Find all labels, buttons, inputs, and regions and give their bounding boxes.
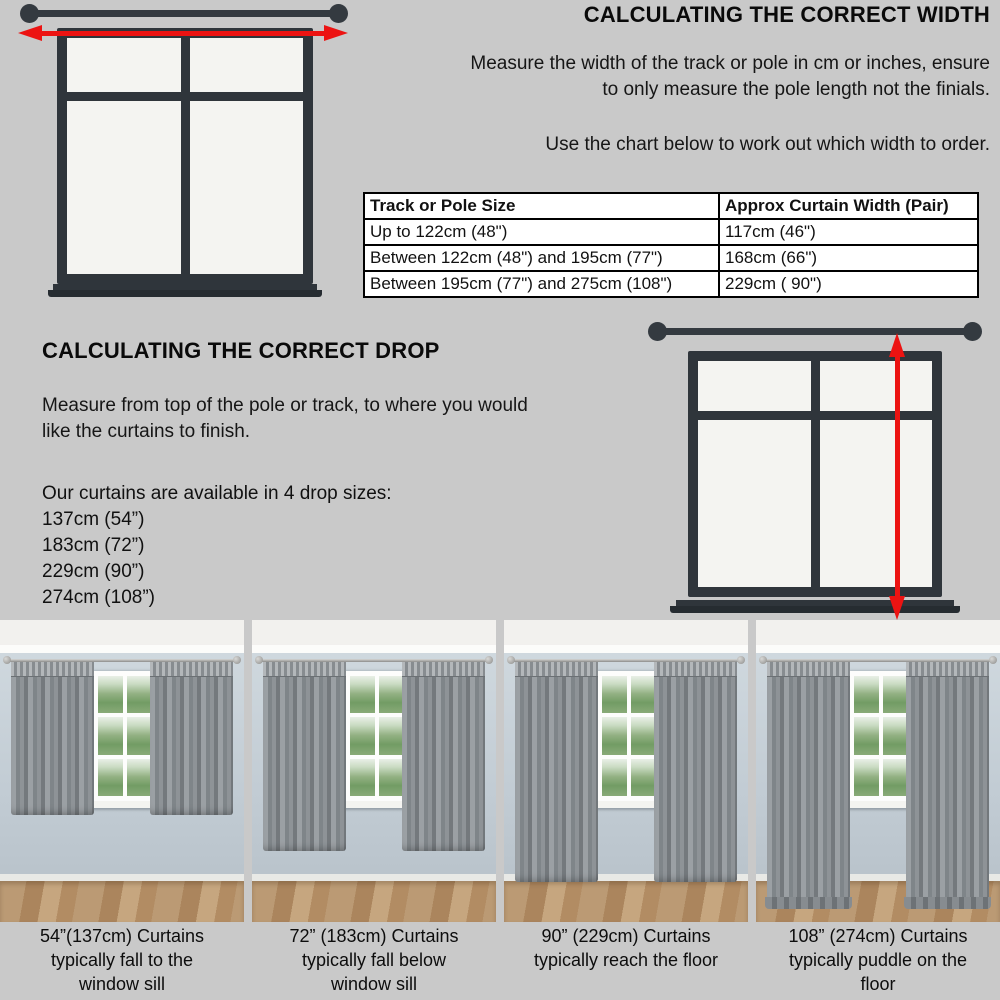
window-pane	[127, 676, 152, 713]
drop-instructions-line1: Measure from top of the pole or track, to where you would	[42, 395, 528, 416]
curtain-right	[906, 662, 989, 909]
photo-curtain-54in	[0, 620, 244, 922]
window-pane	[854, 717, 879, 754]
window-pane	[379, 676, 404, 713]
photo-curtain-108in	[756, 620, 1000, 922]
pole-finial-icon	[329, 4, 348, 23]
window-pane	[820, 361, 933, 411]
pole-finial-icon	[233, 656, 241, 664]
wood-floor	[252, 881, 496, 922]
width-arrow-icon	[18, 25, 348, 41]
caption-108in	[756, 924, 1000, 996]
ceiling	[756, 620, 1000, 645]
window-pane	[190, 101, 304, 274]
window-pane	[883, 759, 908, 796]
photo-window	[597, 671, 662, 801]
photo-window	[345, 671, 410, 801]
caption-72in	[252, 924, 496, 996]
drop-size-option: 229cm (90”)	[42, 561, 145, 582]
pole-finial-icon	[485, 656, 493, 664]
table-header-pole-size: Track or Pole Size	[364, 193, 719, 219]
arrow-right-head-icon	[324, 25, 348, 41]
window-illustration-width	[57, 28, 313, 284]
curtain-left	[263, 662, 346, 851]
caption-90in	[504, 924, 748, 996]
table-cell-curtain-width: 117cm (46")	[719, 219, 978, 245]
window-pane	[98, 676, 123, 713]
table-row	[364, 271, 978, 297]
crown-molding	[756, 645, 1000, 653]
pole-bar	[29, 10, 339, 17]
width-section-title: CALCULATING THE CORRECT WIDTH	[583, 2, 990, 27]
skirting-board	[252, 874, 496, 881]
size-table	[363, 192, 979, 298]
caption-text: 72” (183cm) Curtains typically fall below window sill	[289, 926, 459, 994]
caption-text: 108” (274cm) Curtains typically puddle on the floor	[788, 926, 968, 994]
photo-window	[93, 671, 158, 801]
crown-molding	[0, 645, 244, 653]
window-pane	[602, 676, 627, 713]
photo-captions	[0, 924, 1000, 996]
drop-availability: Our curtains are available in 4 drop sizes:	[42, 483, 392, 504]
window-pane	[631, 717, 656, 754]
window-pane	[820, 420, 933, 587]
window-sill-base	[48, 290, 322, 297]
width-instructions	[360, 51, 990, 103]
pole-finial-icon	[737, 656, 745, 664]
window-pane	[190, 38, 304, 92]
drop-section-title: CALCULATING THE CORRECT DROP	[42, 338, 440, 363]
arrow-shaft	[32, 31, 334, 36]
caption-text: 54”(137cm) Curtains typically fall to the window sill	[39, 926, 205, 994]
crown-molding	[504, 645, 748, 653]
wood-floor	[504, 881, 748, 922]
ceiling	[252, 620, 496, 645]
table-row	[364, 219, 978, 245]
pole-finial-icon	[989, 656, 997, 664]
table-cell-curtain-width: 168cm (66")	[719, 245, 978, 271]
window-pane	[854, 676, 879, 713]
curtain-left	[767, 662, 850, 909]
window-pane	[98, 717, 123, 754]
photo-window	[849, 671, 914, 801]
width-instructions-line2: to only measure the pole length not the finials.	[602, 79, 990, 100]
ceiling	[0, 620, 244, 645]
table-cell-pole-size: Up to 122cm (48")	[364, 219, 719, 245]
skirting-board	[0, 874, 244, 881]
caption-text: 90” (229cm) Curtains typically reach the floor	[533, 926, 719, 970]
drop-size-option: 183cm (72”)	[42, 535, 145, 556]
table-header-row	[364, 193, 978, 219]
caption-54in	[0, 924, 244, 996]
curtain-pole-illustration	[648, 322, 982, 342]
window-pane	[698, 361, 811, 411]
window-pane	[67, 38, 181, 92]
width-chart-note: Use the chart below to work out which width to order.	[545, 134, 990, 155]
window-pane	[350, 676, 375, 713]
drop-instructions	[42, 393, 642, 445]
window-pane	[883, 717, 908, 754]
table-cell-curtain-width: 229cm ( 90")	[719, 271, 978, 297]
wood-floor	[0, 881, 244, 922]
drop-size-option: 137cm (54”)	[42, 509, 145, 530]
arrow-down-head-icon	[889, 596, 905, 620]
window-pane	[854, 759, 879, 796]
window-pane	[98, 759, 123, 796]
ceiling	[504, 620, 748, 645]
window-pane	[67, 101, 181, 274]
window-pane	[602, 717, 627, 754]
curtain-left	[515, 662, 598, 882]
curtain-left	[11, 662, 94, 815]
table-header-curtain-width: Approx Curtain Width (Pair)	[719, 193, 978, 219]
width-instructions-line1: Measure the width of the track or pole in cm or inches, ensure	[470, 53, 990, 74]
table-cell-pole-size: Between 195cm (77") and 275cm (108")	[364, 271, 719, 297]
drop-arrow-icon	[889, 333, 905, 620]
photo-curtain-72in	[252, 620, 496, 922]
window-pane	[883, 676, 908, 713]
window-pane	[631, 759, 656, 796]
window-pane	[379, 759, 404, 796]
curtain-pole-illustration	[20, 4, 348, 24]
photo-curtain-90in	[504, 620, 748, 922]
window-pane	[350, 759, 375, 796]
window-pane	[127, 759, 152, 796]
table-cell-pole-size: Between 122cm (48") and 195cm (77")	[364, 245, 719, 271]
pole-bar	[657, 328, 973, 335]
width-section	[360, 2, 990, 158]
pole-finial-icon	[963, 322, 982, 341]
drop-section	[42, 338, 642, 611]
drop-size-option: 274cm (108”)	[42, 587, 155, 608]
curtain-right	[150, 662, 233, 815]
window-pane	[698, 420, 811, 587]
window-pane	[602, 759, 627, 796]
window-pane	[127, 717, 152, 754]
crown-molding	[252, 645, 496, 653]
curtain-drop-photos	[0, 620, 1000, 922]
curtain-right	[402, 662, 485, 851]
window-pane	[350, 717, 375, 754]
window-sill-base	[670, 606, 960, 613]
drop-instructions-line2: like the curtains to finish.	[42, 421, 251, 442]
window-pane	[379, 717, 404, 754]
window-pane	[631, 676, 656, 713]
table-row	[364, 245, 978, 271]
curtain-right	[654, 662, 737, 882]
arrow-shaft	[895, 347, 900, 606]
